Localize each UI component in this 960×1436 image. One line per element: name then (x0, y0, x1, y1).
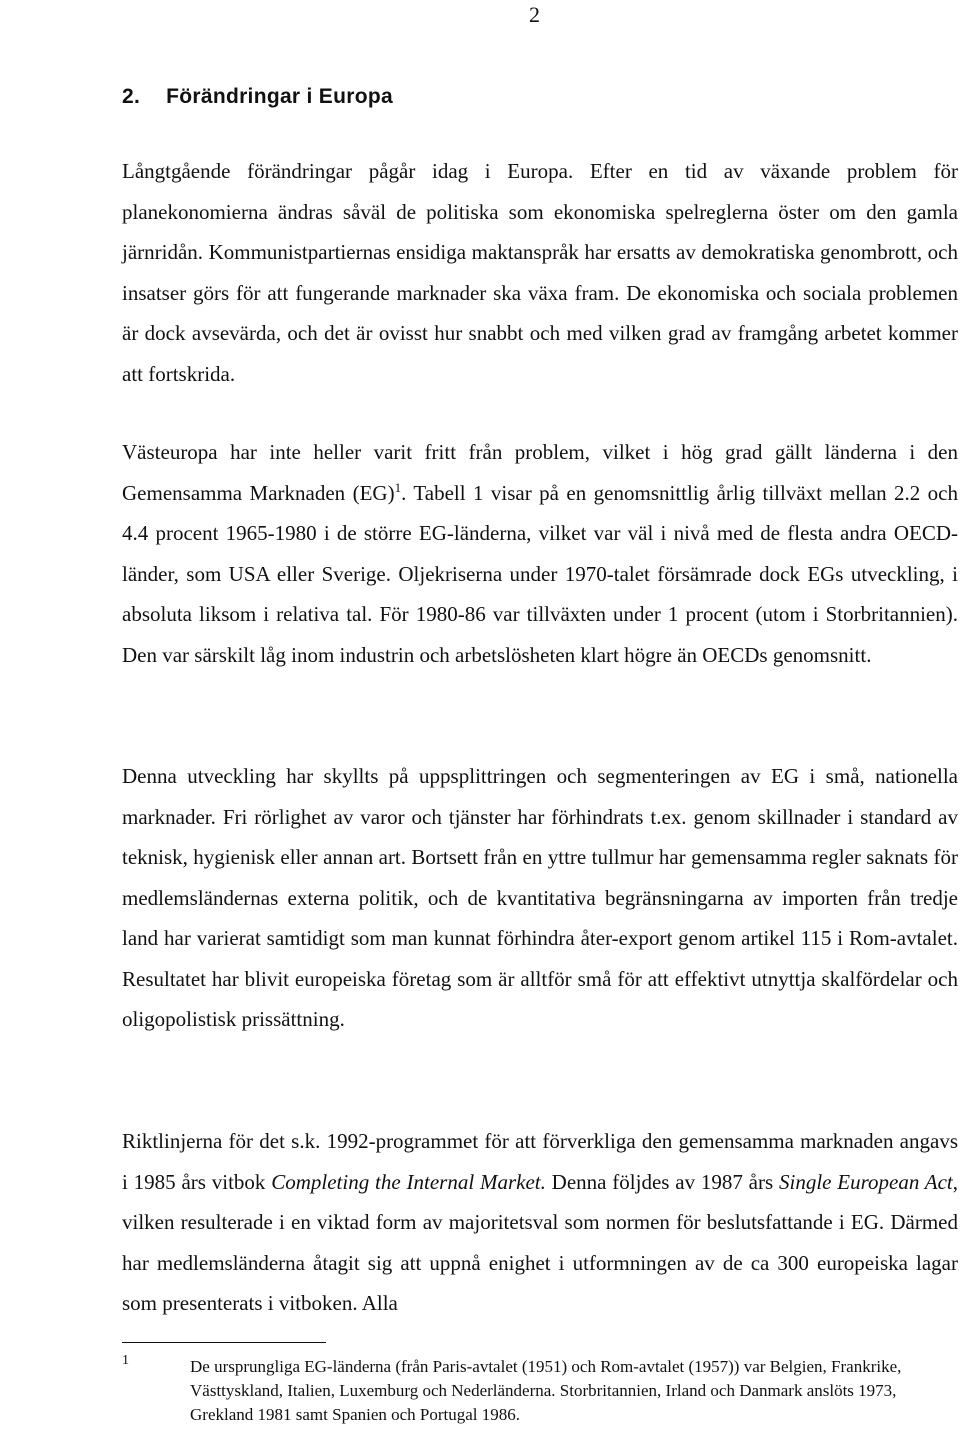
paragraph-4-text (122, 1121, 958, 1324)
act-title: Single European Act (778, 1169, 953, 1194)
paragraph-4-part-1: Riktlinjerna för det s.k. 1992-programmet för att förverkliga den gemensamma marknaden angavs i 1985 års vitbok (122, 1129, 958, 1194)
paragraph-1 (122, 151, 958, 394)
footnote (122, 1355, 958, 1427)
paragraph-2 (122, 432, 958, 675)
section-number: 2. (122, 85, 141, 108)
paragraph-4-part-3: , vilken resulterade i en viktad form av majoritetsval som normen för beslutsfattande i EG. Därmed har medlemsländerna åtagit sig att uppnå enighet i utformningen av de ca 300 europeiska lagar som presenterats i vitboken. Alla (122, 1169, 958, 1315)
book-title-white-paper: Completing the Internal Market. (271, 1169, 546, 1194)
paragraph-3-text: Denna utveckling har skyllts på uppsplittringen och segmenteringen av EG i små, nationella marknader. Fri rörlighet av varor och tjänster har förhindrats t.ex. genom skillnader i standard av teknisk, hygienisk eller annan art. Bortsett från en yttre tullmur har gemensamma regler saknats för medlemsländernas externa politik, och de kvantitativa begränsningarna av importen från tredje land har varierat samtidigt som man kunnat förhindra åter-export genom artikel 115 i Rom-avtalet. Resultatet har blivit europeiska företag som är alltför små för att effektivt utnyttja skalfördelar och oligopolistisk prissättning. (122, 764, 958, 1031)
paragraph-2-part-2: . Tabell 1 visar på en genomsnittlig årlig tillväxt mellan 2.2 och 4.4 procent 1965-1980 i de större EG-länderna, vilket var väl i nivå med de flesta andra OECD-länder, som USA eller Sverige. Oljekriserna under 1970-talet försämrade dock EGs utveckling, i absoluta liksom i relativa tal. För 1980-86 var tillväxten under 1 procent (utom i Storbritannien). Den var särskilt låg inom industrin och arbetslösheten klart högre än OECDs genomsnitt. (122, 480, 958, 667)
page-number: 2 (529, 2, 540, 27)
section-title: Förändringar i Europa (166, 85, 393, 108)
paragraph-4-part-2: Denna följdes av 1987 års (545, 1169, 779, 1194)
footnote-mark: 1 (122, 1353, 129, 1368)
paragraph-2-part-1: Västeuropa har inte heller varit fritt från problem, vilket i hög grad gällt länderna i den Gemensamma Marknaden (EG) (122, 440, 958, 505)
paragraph-3 (122, 756, 958, 1040)
paragraph-4 (122, 1121, 958, 1324)
footnote-reference[interactable]: 1 (394, 479, 402, 495)
paragraph-2-text (122, 432, 958, 675)
footnote-text: De ursprungliga EG-länderna (från Paris-avtalet (1951) och Rom-avtalet (1957)) var Belgien, Frankrike, Västtyskland, Italien, Luxemburg och Nederländerna. Storbritannien, Irland och Danmark anslöts 1973, Grekland 1981 samt Spanien och Portugal 1986. (190, 1357, 902, 1424)
paragraph-1-text: Långtgående förändringar pågår idag i Europa. Efter en tid av växande problem för planekonomierna ändras såväl de politiska som ekonomiska spelreglerna öster om den gamla järnridån. Kommunistpartiernas ensidiga maktanspråk har ersatts av demokratiska genombrott, och insatser görs för att fungerande marknader ska växa fram. De ekonomiska och sociala problemen är dock avsevärda, och det är ovisst hur snabbt och med vilken grad av framgång arbetet kommer att fortskrida. (122, 159, 958, 386)
section-heading (122, 82, 393, 112)
footnote-divider (122, 1342, 326, 1343)
